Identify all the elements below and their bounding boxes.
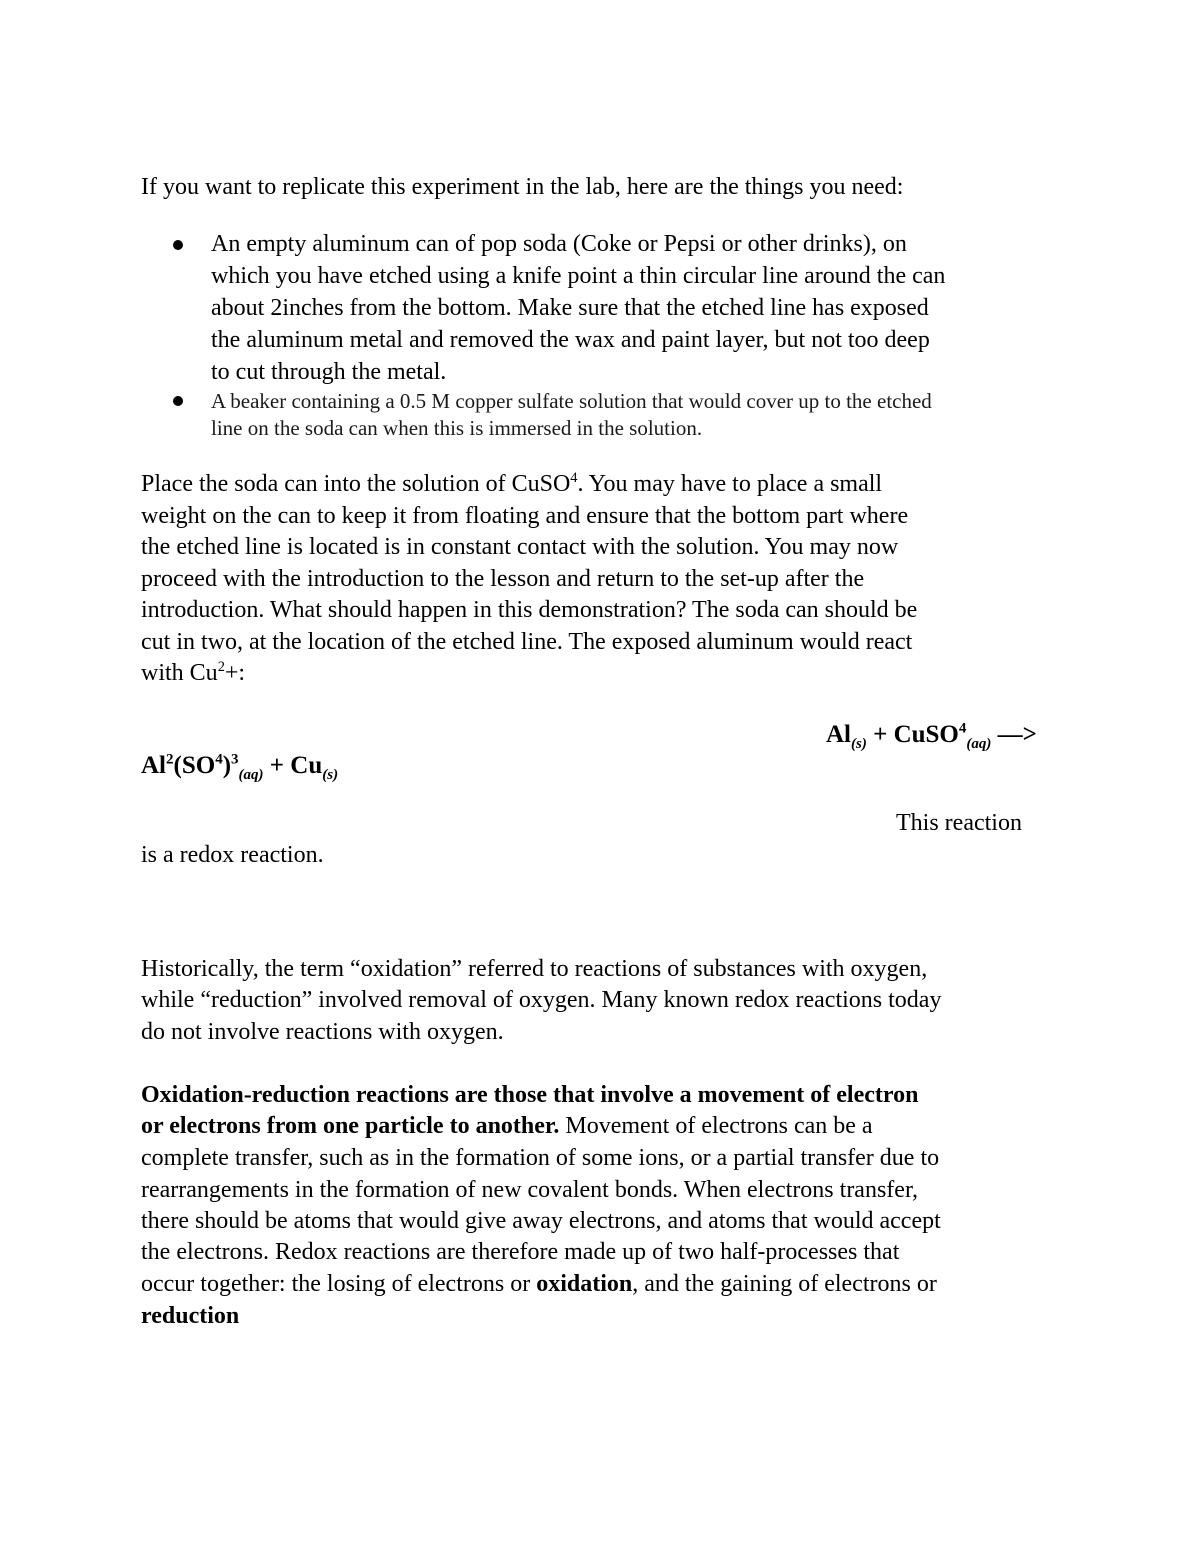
def-line-7-a: occur together: the losing of electrons or — [141, 1271, 537, 1297]
eq-plus-cu: + Cu — [263, 752, 323, 779]
def-line-8: reduction — [141, 1303, 240, 1329]
eq-rhs-al: Al — [141, 752, 166, 779]
intro-text: If you want to replicate this experiment in the lab, here are the things you need: — [141, 174, 904, 200]
superscript: 4 — [570, 470, 578, 486]
place-line-4: proceed with the introduction to the lesson and return to the set-up after the — [141, 566, 865, 592]
eq-rhs-close-index: 3 — [231, 751, 239, 768]
eq-rhs-so: (SO — [173, 752, 216, 779]
place-line-6: cut in two, at the location of the etched line. The exposed aluminum would react — [141, 629, 913, 655]
equation-lhs — [826, 719, 1037, 750]
def-line-7-bold: oxidation — [536, 1271, 633, 1297]
def-line-7 — [141, 1269, 937, 1300]
bullet1-line-4: the aluminum metal and removed the wax and paint layer, but not too deep — [211, 327, 930, 353]
bullet-icon — [173, 240, 183, 250]
equation-rhs — [141, 750, 338, 781]
redox-left-text: is a redox reaction. — [141, 842, 324, 868]
place-line-7-a: with Cu — [141, 660, 218, 686]
def-line-6: the electrons. Redox reactions are therefore made up of two half-processes that — [141, 1239, 900, 1265]
hist-line-1: Historically, the term “oxidation” referred to reactions of substances with oxygen, — [141, 956, 928, 982]
bullet1-line-3: about 2inches from the bottom. Make sure that the etched line has exposed — [211, 295, 929, 321]
eq-al: Al — [826, 721, 851, 748]
eq-cu-state: (s) — [322, 767, 339, 783]
bullet1-line-5: to cut through the metal. — [211, 359, 447, 385]
eq-cuso4-state: (aq) — [966, 736, 992, 752]
hist-line-3: do not involve reactions with oxygen. — [141, 1019, 504, 1045]
bullet2-line-1: A beaker containing a 0.5 M copper sulfate solution that would cover up to the etched — [211, 389, 932, 413]
def-line-3: complete transfer, such as in the formation of some ions, or a partial transfer due to — [141, 1145, 940, 1171]
eq-plus-cuso: + CuSO — [866, 721, 959, 748]
def-line-5: there should be atoms that would give away electrons, and atoms that would accept — [141, 1208, 941, 1234]
place-line-1-a: Place the soda can into the solution of CuSO — [141, 471, 571, 497]
def-line-2-rest: Movement of electrons can be a — [559, 1113, 873, 1139]
eq-cuso4-index: 4 — [958, 720, 967, 737]
def-line-2-bold: or electrons from one particle to another. — [141, 1113, 560, 1139]
eq-rhs-state: (aq) — [238, 767, 264, 783]
eq-rhs-close: ) — [222, 752, 232, 779]
eq-al-state: (s) — [851, 736, 867, 752]
place-line-1 — [141, 469, 882, 500]
eq-rhs-al-index: 2 — [166, 751, 174, 768]
place-line-5: introduction. What should happen in this demonstration? The soda can should be — [141, 597, 918, 623]
eq-arrow: —> — [991, 721, 1037, 748]
eq-rhs-so-index: 4 — [215, 751, 223, 768]
bullet2-line-2: line on the soda can when this is immersed in the solution. — [211, 416, 703, 440]
superscript: 2 — [217, 659, 225, 675]
def-line-2 — [141, 1111, 873, 1142]
place-line-3: the etched line is located is in constant contact with the solution. You may now — [141, 534, 899, 560]
place-line-1-b: . You may have to place a small — [577, 471, 883, 497]
hist-line-2: while “reduction” involved removal of oxygen. Many known redox reactions today — [141, 987, 942, 1013]
def-line-7-b: , and the gaining of electrons or — [632, 1271, 937, 1297]
place-line-7-b: +: — [224, 660, 246, 686]
bullet1-line-1: An empty aluminum can of pop soda (Coke or Pepsi or other drinks), on — [211, 231, 907, 257]
def-line-1: Oxidation-reduction reactions are those that involve a movement of electron — [141, 1082, 919, 1108]
bullet1-line-2: which you have etched using a knife point a thin circular line around the can — [211, 263, 946, 289]
place-line-2: weight on the can to keep it from floating and ensure that the bottom part where — [141, 503, 909, 529]
bullet-icon — [173, 396, 183, 406]
def-line-4: rearrangements in the formation of new covalent bonds. When electrons transfer, — [141, 1177, 918, 1203]
place-line-7 — [141, 658, 245, 689]
redox-right-text: This reaction — [896, 810, 1022, 836]
